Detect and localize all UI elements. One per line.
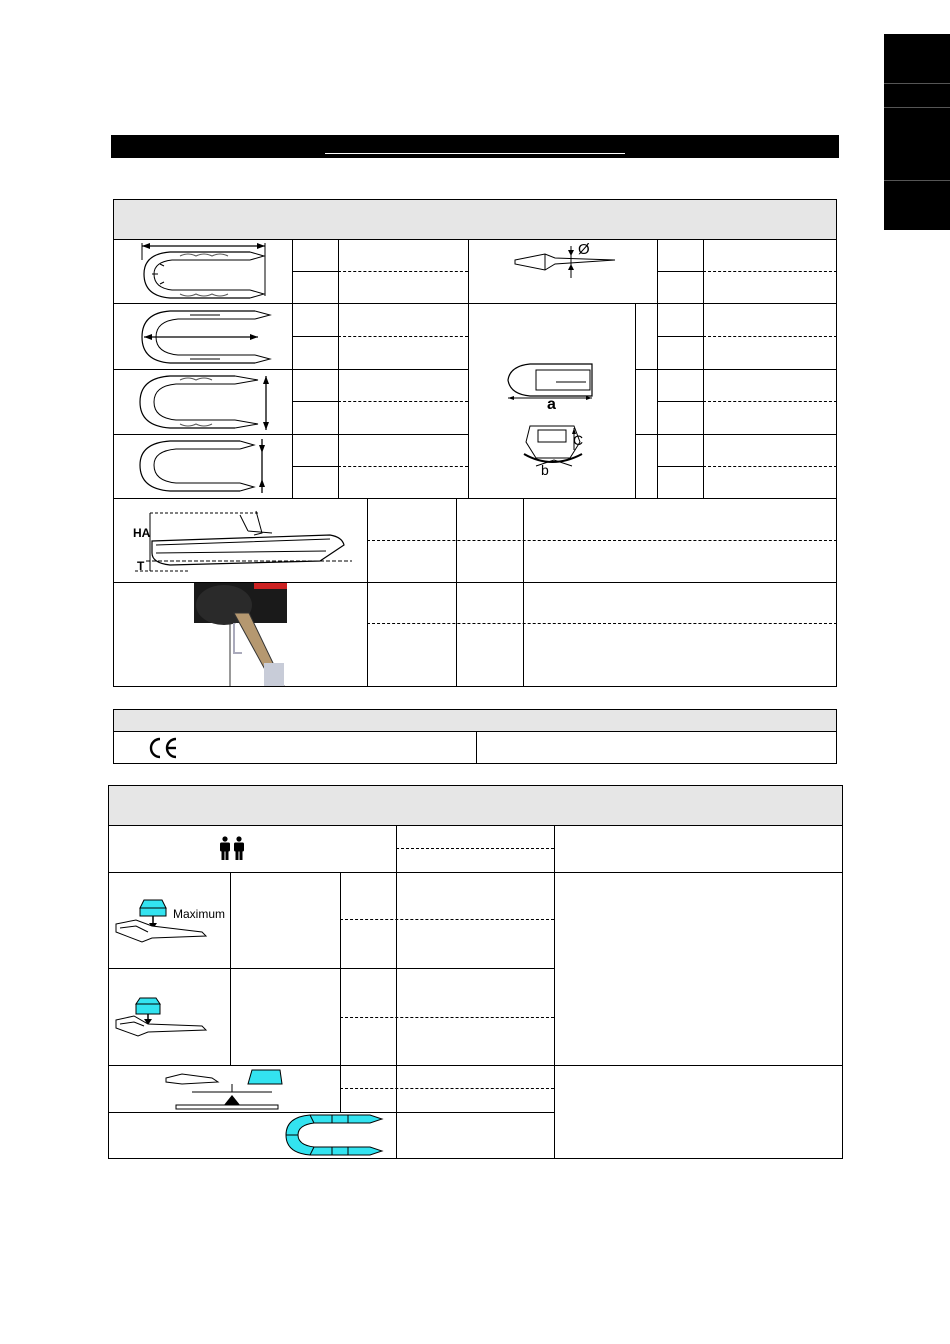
side-profile-diagram: [130, 505, 360, 575]
side-tab-divider: [884, 83, 950, 84]
balance-diagram: [162, 1068, 282, 1110]
grid-dash: [703, 401, 837, 402]
grid-line: [108, 825, 843, 826]
grid-line: [230, 872, 231, 1065]
height-label: C: [573, 432, 584, 448]
grid-line: [468, 239, 469, 498]
side-tab-divider: [884, 107, 950, 108]
grid-dash: [338, 336, 468, 337]
boat-inner-length-diagram: [130, 305, 280, 367]
grid-line: [292, 401, 338, 402]
grid-line: [657, 401, 703, 402]
grid-line: [657, 271, 703, 272]
hull-length-label: a: [547, 396, 556, 413]
grid-dash: [367, 540, 837, 541]
grid-dash: [367, 623, 837, 624]
grid-dash: [703, 271, 837, 272]
grid-line: [113, 498, 837, 499]
grid-dash: [340, 919, 554, 920]
grid-line: [292, 239, 293, 498]
tube-diameter-diagram: [505, 242, 625, 282]
ha-label: HA: [133, 526, 151, 540]
grid-line: [703, 239, 704, 498]
grid-line: [657, 466, 703, 467]
width-b-label: b: [541, 462, 549, 478]
title-underline: [325, 153, 625, 154]
tube-chambers-diagram: [270, 1113, 386, 1157]
grid-line: [657, 336, 703, 337]
stern-view-diagram: [518, 420, 598, 480]
grid-dash: [703, 466, 837, 467]
grid-line: [367, 498, 368, 687]
t-label: T: [137, 559, 145, 573]
grid-dash: [338, 466, 468, 467]
grid-line: [523, 498, 524, 687]
boat-width-diagram: [130, 370, 280, 434]
boat-inner-width-diagram: [130, 435, 280, 497]
persons-icon: [217, 836, 247, 860]
maximum-label: Maximum: [173, 907, 226, 921]
grid-line: [635, 434, 837, 435]
grid-dash: [396, 848, 554, 849]
grid-line: [338, 239, 339, 498]
grid-line: [476, 731, 477, 764]
grid-dash: [340, 1017, 554, 1018]
diameter-label: Ø: [578, 241, 590, 258]
grid-line: [113, 303, 837, 304]
grid-line: [456, 498, 457, 687]
grid-line: [554, 825, 555, 1159]
grid-line: [108, 872, 843, 873]
grid-dash: [703, 336, 837, 337]
capacity-table-header: [109, 786, 842, 825]
grid-line: [635, 369, 837, 370]
grid-line: [292, 271, 338, 272]
side-tab-divider: [884, 180, 950, 181]
grid-dash: [338, 401, 468, 402]
grid-line: [292, 336, 338, 337]
ce-mark-icon: [146, 736, 180, 760]
ce-table-header: [114, 710, 836, 731]
grid-line: [108, 968, 554, 969]
grid-line: [292, 466, 338, 467]
spec-table-header: [114, 200, 836, 239]
section-title-bar: [111, 135, 839, 158]
grid-dash: [338, 271, 468, 272]
grid-line: [396, 825, 397, 1159]
max-engine-diagram: [112, 898, 212, 946]
transom-photo: [194, 583, 287, 686]
grid-line: [635, 303, 636, 498]
grid-line: [340, 872, 341, 1112]
boat-length-diagram: [130, 240, 280, 302]
engine-diagram: [112, 996, 212, 1044]
grid-line: [113, 731, 837, 732]
grid-line: [657, 239, 658, 498]
grid-line: [108, 1065, 843, 1066]
side-tab-bar: [884, 34, 950, 230]
grid-dash: [340, 1088, 554, 1089]
